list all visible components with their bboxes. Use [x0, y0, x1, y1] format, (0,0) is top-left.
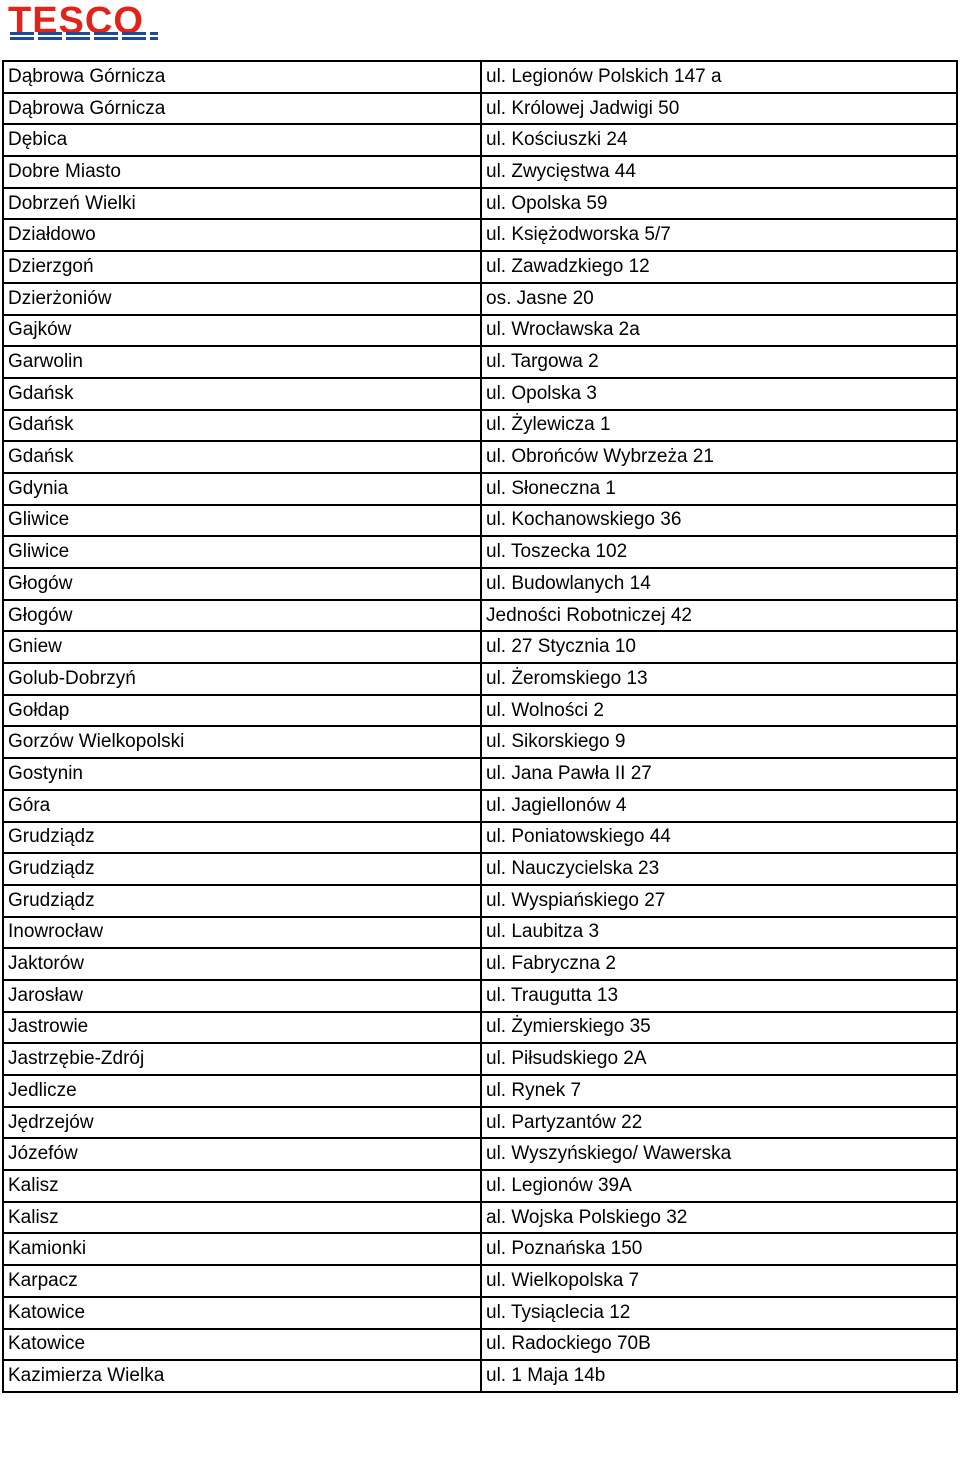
store-city: Jastrzębie-Zdrój: [3, 1043, 481, 1075]
logo-wordmark: TESCO: [8, 2, 144, 32]
store-city: Góra: [3, 790, 481, 822]
store-city: Jaktorów: [3, 948, 481, 980]
store-address: ul. Poniatowskiego 44: [481, 822, 957, 854]
store-address: ul. Toszecka 102: [481, 536, 957, 568]
store-address: ul. Wrocławska 2a: [481, 315, 957, 347]
table-row: [3, 473, 957, 505]
store-city: Jedlicze: [3, 1075, 481, 1107]
store-address: ul. Rynek 7: [481, 1075, 957, 1107]
store-table: [2, 60, 958, 1393]
store-city: Kalisz: [3, 1170, 481, 1202]
store-address: ul. Nauczycielska 23: [481, 853, 957, 885]
store-city: Grudziądz: [3, 822, 481, 854]
store-city: Gdynia: [3, 473, 481, 505]
table-row: [3, 600, 957, 632]
table-row: [3, 410, 957, 442]
table-row: [3, 822, 957, 854]
table-row: [3, 790, 957, 822]
store-city: Gorzów Wielkopolski: [3, 726, 481, 758]
store-address: ul. Legionów 39A: [481, 1170, 957, 1202]
store-city: Działdowo: [3, 219, 481, 251]
table-row: [3, 663, 957, 695]
store-address: ul. Legionów Polskich 147 a: [481, 61, 957, 93]
table-row: [3, 853, 957, 885]
store-city: Gniew: [3, 631, 481, 663]
store-address: os. Jasne 20: [481, 283, 957, 315]
table-row: [3, 251, 957, 283]
store-address: ul. Księżodworska 5/7: [481, 219, 957, 251]
store-city: Gdańsk: [3, 378, 481, 410]
store-city: Jarosław: [3, 980, 481, 1012]
store-address: ul. Wyszyńskiego/ Wawerska: [481, 1138, 957, 1170]
store-city: Garwolin: [3, 346, 481, 378]
store-address: ul. 27 Stycznia 10: [481, 631, 957, 663]
store-address: ul. Kościuszki 24: [481, 124, 957, 156]
table-row: [3, 726, 957, 758]
store-address: ul. Traugutta 13: [481, 980, 957, 1012]
store-city: Józefów: [3, 1138, 481, 1170]
table-row: [3, 315, 957, 347]
table-row: [3, 1329, 957, 1361]
store-address: al. Wojska Polskiego 32: [481, 1202, 957, 1234]
store-address: ul. Jana Pawła II 27: [481, 758, 957, 790]
store-address: ul. Wielkopolska 7: [481, 1265, 957, 1297]
table-row: [3, 758, 957, 790]
store-city: Grudziądz: [3, 853, 481, 885]
store-city: Karpacz: [3, 1265, 481, 1297]
store-city: Głogów: [3, 568, 481, 600]
store-address: ul. Sikorskiego 9: [481, 726, 957, 758]
store-city: Dzierzgoń: [3, 251, 481, 283]
store-address: ul. Królowej Jadwigi 50: [481, 93, 957, 125]
table-row: [3, 124, 957, 156]
store-address: ul. Tysiąclecia 12: [481, 1297, 957, 1329]
store-city: Kazimierza Wielka: [3, 1360, 481, 1392]
store-city: Gajków: [3, 315, 481, 347]
store-city: Inowrocław: [3, 917, 481, 949]
table-row: [3, 441, 957, 473]
store-table-body: [3, 61, 957, 1392]
table-row: [3, 1265, 957, 1297]
store-city: Grudziądz: [3, 885, 481, 917]
table-row: [3, 695, 957, 727]
store-address: ul. Żylewicza 1: [481, 410, 957, 442]
table-row: [3, 1170, 957, 1202]
table-row: [3, 885, 957, 917]
store-city: Kalisz: [3, 1202, 481, 1234]
store-address: ul. 1 Maja 14b: [481, 1360, 957, 1392]
store-city: Gliwice: [3, 536, 481, 568]
store-address: ul. Opolska 59: [481, 188, 957, 220]
table-row: [3, 1360, 957, 1392]
store-city: Jastrowie: [3, 1012, 481, 1044]
table-row: [3, 188, 957, 220]
table-row: [3, 1297, 957, 1329]
store-address: ul. Kochanowskiego 36: [481, 505, 957, 537]
store-city: Gliwice: [3, 505, 481, 537]
store-city: Dobrzeń Wielki: [3, 188, 481, 220]
table-row: [3, 536, 957, 568]
table-row: [3, 283, 957, 315]
store-city: Katowice: [3, 1297, 481, 1329]
store-city: Dąbrowa Górnicza: [3, 61, 481, 93]
table-row: [3, 378, 957, 410]
store-address: ul. Obrońców Wybrzeża 21: [481, 441, 957, 473]
table-row: [3, 219, 957, 251]
store-city: Kamionki: [3, 1233, 481, 1265]
logo-stripes: [10, 32, 158, 42]
store-address: ul. Radockiego 70B: [481, 1329, 957, 1361]
store-city: Gostynin: [3, 758, 481, 790]
table-row: [3, 1043, 957, 1075]
store-address: ul. Budowlanych 14: [481, 568, 957, 600]
table-row: [3, 156, 957, 188]
store-address: ul. Żeromskiego 13: [481, 663, 957, 695]
store-address: ul. Piłsudskiego 2A: [481, 1043, 957, 1075]
table-row: [3, 1233, 957, 1265]
store-city: Gdańsk: [3, 441, 481, 473]
table-row: [3, 1107, 957, 1139]
store-address: ul. Słoneczna 1: [481, 473, 957, 505]
store-address: ul. Poznańska 150: [481, 1233, 957, 1265]
store-city: Dzierżoniów: [3, 283, 481, 315]
store-address: ul. Fabryczna 2: [481, 948, 957, 980]
table-row: [3, 1075, 957, 1107]
store-address: ul. Laubitza 3: [481, 917, 957, 949]
store-address: ul. Zawadzkiego 12: [481, 251, 957, 283]
store-address: ul. Wyspiańskiego 27: [481, 885, 957, 917]
store-city: Głogów: [3, 600, 481, 632]
store-city: Dębica: [3, 124, 481, 156]
store-city: Jędrzejów: [3, 1107, 481, 1139]
table-row: [3, 61, 957, 93]
store-address: ul. Opolska 3: [481, 378, 957, 410]
store-city: Gdańsk: [3, 410, 481, 442]
store-address: ul. Wolności 2: [481, 695, 957, 727]
store-address: Jedności Robotniczej 42: [481, 600, 957, 632]
table-row: [3, 948, 957, 980]
store-city: Gołdap: [3, 695, 481, 727]
store-city: Dąbrowa Górnicza: [3, 93, 481, 125]
store-address: ul. Żymierskiego 35: [481, 1012, 957, 1044]
store-address: ul. Partyzantów 22: [481, 1107, 957, 1139]
store-city: Katowice: [3, 1329, 481, 1361]
table-row: [3, 980, 957, 1012]
table-row: [3, 93, 957, 125]
table-row: [3, 1138, 957, 1170]
table-row: [3, 1202, 957, 1234]
table-row: [3, 346, 957, 378]
store-address: ul. Targowa 2: [481, 346, 957, 378]
table-row: [3, 917, 957, 949]
store-city: Dobre Miasto: [3, 156, 481, 188]
table-row: [3, 568, 957, 600]
store-address: ul. Zwycięstwa 44: [481, 156, 957, 188]
store-city: Golub-Dobrzyń: [3, 663, 481, 695]
store-address: ul. Jagiellonów 4: [481, 790, 957, 822]
table-row: [3, 1012, 957, 1044]
table-row: [3, 631, 957, 663]
table-row: [3, 505, 957, 537]
tesco-logo: [8, 2, 160, 44]
